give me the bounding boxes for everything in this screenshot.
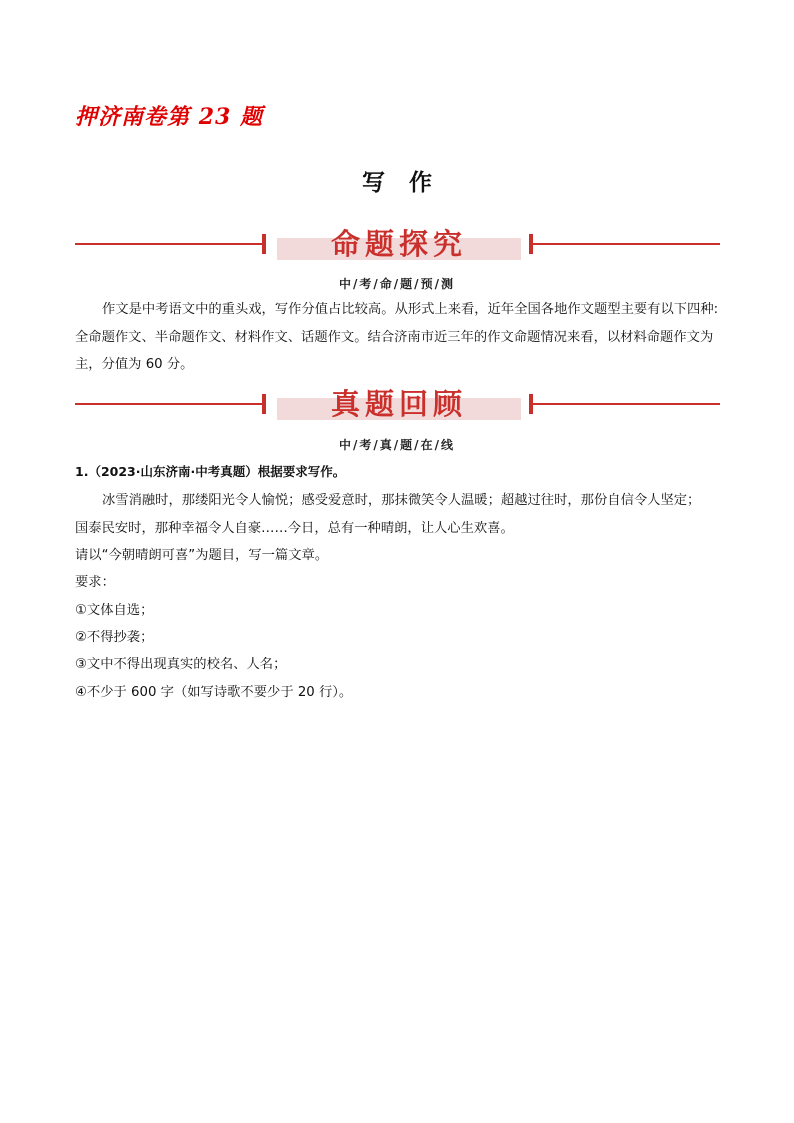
material-line-2: 国泰民安时，那种幸福令人自豪……今日，总有一种晴朗，让人心生欢喜。 (75, 521, 514, 536)
banner-tick-left (262, 394, 266, 414)
banner-line-left (75, 403, 262, 405)
requirement-item: ③文中不得出现真实的校名、人名； (75, 657, 287, 672)
banner-line-right (533, 403, 720, 405)
requirements-label: 要求： (75, 575, 115, 590)
intro-paragraph (75, 296, 720, 379)
banner-line-right (533, 243, 720, 245)
requirement-item: ④不少于 600 字（如写诗歌不要少于 20 行）。 (75, 685, 353, 700)
header-number: 23 (198, 104, 232, 130)
page-title: 写作 (362, 170, 456, 196)
section2-sublabel: 中/考/真/题/在/线 (339, 438, 455, 452)
requirement-item: ②不得抄袭； (75, 630, 154, 645)
banner-title: 真题回顾 (330, 387, 467, 421)
header-suffix: 题 (239, 105, 263, 130)
banner-tick-left (262, 234, 266, 254)
material-line-1: 冰雪消融时，那缕阳光令人愉悦；感受爱意时，那抹微笑令人温暖；超越过往时，那份自信令人坚定； (102, 493, 701, 508)
section1-sublabel: 中/考/命/题/预/测 (339, 277, 455, 291)
requirement-item: ①文体自选； (75, 603, 154, 618)
intro-text: 作文是中考语文中的重头戏，写作分值占比较高。从形式上来看，近年全国各地作文题型主要有以下四种:全命题作文、半命题作文、材料作文、话题作文。结合济南市近三年的作文命题情况来看，以材料命题作文为主，分值为 60 分。 (75, 302, 719, 372)
banner-title: 命题探究 (330, 227, 467, 261)
instruction-line: 请以“今朝晴朗可喜”为题目，写一篇文章。 (75, 548, 329, 563)
banner-line-left (75, 243, 262, 245)
paper-header (75, 100, 263, 131)
question-heading: 1.（2023·山东济南·中考真题）根据要求写作。 (75, 464, 346, 479)
header-prefix: 押济南卷第 (75, 105, 191, 130)
banner-proposition-inquiry (75, 224, 720, 264)
banner-exam-review (75, 384, 720, 424)
